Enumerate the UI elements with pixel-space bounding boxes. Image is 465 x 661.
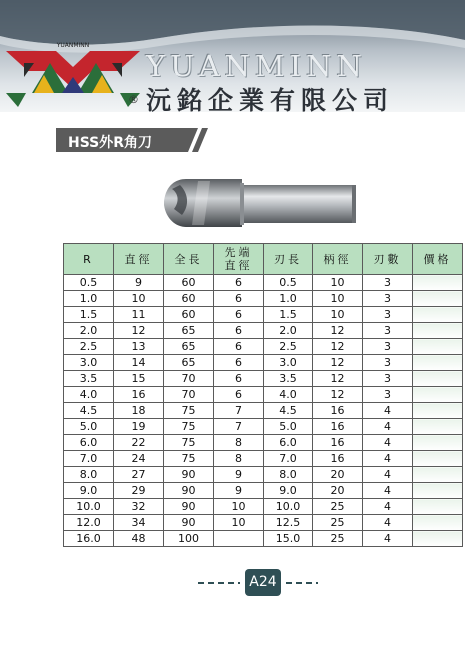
cell-flutes: 3 bbox=[363, 275, 413, 291]
table-row bbox=[64, 451, 463, 467]
cell-blade-length: 4.0 bbox=[264, 387, 313, 403]
cell-r: 2.0 bbox=[64, 323, 114, 339]
cell-r: 10.0 bbox=[64, 499, 114, 515]
cell-flutes: 3 bbox=[363, 323, 413, 339]
table-row bbox=[64, 419, 463, 435]
cell-diameter: 11 bbox=[114, 307, 164, 323]
cell-price bbox=[413, 499, 463, 515]
cell-price bbox=[413, 275, 463, 291]
table-row bbox=[64, 371, 463, 387]
table-row bbox=[64, 355, 463, 371]
header-overall-length: 全長 bbox=[164, 244, 214, 275]
cell-r: 7.0 bbox=[64, 451, 114, 467]
table-row bbox=[64, 291, 463, 307]
cell-diameter: 14 bbox=[114, 355, 164, 371]
cell-tip-diameter: 9 bbox=[214, 483, 264, 499]
cell-overall-length: 60 bbox=[164, 291, 214, 307]
cell-blade-length: 0.5 bbox=[264, 275, 313, 291]
cell-shank-diameter: 25 bbox=[313, 515, 363, 531]
cell-diameter: 18 bbox=[114, 403, 164, 419]
header-blade-length: 刃長 bbox=[264, 244, 313, 275]
cell-tip-diameter: 6 bbox=[214, 275, 264, 291]
cell-overall-length: 75 bbox=[164, 403, 214, 419]
cell-shank-diameter: 25 bbox=[313, 499, 363, 515]
company-logo bbox=[4, 33, 142, 109]
cell-price bbox=[413, 435, 463, 451]
cell-overall-length: 100 bbox=[164, 531, 214, 547]
cell-flutes: 4 bbox=[363, 451, 413, 467]
cell-diameter: 29 bbox=[114, 483, 164, 499]
cell-blade-length: 4.5 bbox=[264, 403, 313, 419]
cell-r: 3.5 bbox=[64, 371, 114, 387]
header-diameter: 直徑 bbox=[114, 244, 164, 275]
cell-price bbox=[413, 467, 463, 483]
cell-overall-length: 90 bbox=[164, 515, 214, 531]
cell-overall-length: 90 bbox=[164, 499, 214, 515]
cell-flutes: 3 bbox=[363, 339, 413, 355]
cell-price bbox=[413, 307, 463, 323]
cell-shank-diameter: 16 bbox=[313, 451, 363, 467]
cell-tip-diameter: 9 bbox=[214, 467, 264, 483]
cell-overall-length: 70 bbox=[164, 387, 214, 403]
footer-band bbox=[0, 566, 465, 606]
cell-price bbox=[413, 291, 463, 307]
cell-price bbox=[413, 419, 463, 435]
cell-flutes: 4 bbox=[363, 531, 413, 547]
section-title: HSS外R角刀 bbox=[68, 135, 153, 151]
table-row bbox=[64, 403, 463, 419]
table-body bbox=[64, 275, 463, 547]
cell-r: 3.0 bbox=[64, 355, 114, 371]
cell-overall-length: 90 bbox=[164, 467, 214, 483]
cell-price bbox=[413, 323, 463, 339]
cell-diameter: 32 bbox=[114, 499, 164, 515]
cell-diameter: 9 bbox=[114, 275, 164, 291]
cell-r: 16.0 bbox=[64, 531, 114, 547]
cell-blade-length: 2.0 bbox=[264, 323, 313, 339]
cell-blade-length: 2.5 bbox=[264, 339, 313, 355]
cell-flutes: 4 bbox=[363, 467, 413, 483]
cell-blade-length: 12.5 bbox=[264, 515, 313, 531]
cell-overall-length: 75 bbox=[164, 419, 214, 435]
table-row bbox=[64, 531, 463, 547]
cell-blade-length: 6.0 bbox=[264, 435, 313, 451]
corner-rounding-cutter-image bbox=[158, 175, 358, 231]
brand-name-en: YUANMINN bbox=[146, 49, 367, 83]
cell-flutes: 4 bbox=[363, 499, 413, 515]
cell-overall-length: 70 bbox=[164, 371, 214, 387]
cell-tip-diameter: 6 bbox=[214, 323, 264, 339]
cell-price bbox=[413, 451, 463, 467]
cell-shank-diameter: 12 bbox=[313, 371, 363, 387]
cell-flutes: 3 bbox=[363, 291, 413, 307]
cell-tip-diameter: 6 bbox=[214, 387, 264, 403]
cell-overall-length: 65 bbox=[164, 323, 214, 339]
cell-r: 1.5 bbox=[64, 307, 114, 323]
cell-flutes: 3 bbox=[363, 355, 413, 371]
cell-overall-length: 65 bbox=[164, 355, 214, 371]
cell-shank-diameter: 12 bbox=[313, 339, 363, 355]
cell-tip-diameter: 6 bbox=[214, 355, 264, 371]
cell-overall-length: 90 bbox=[164, 483, 214, 499]
cell-tip-diameter: 6 bbox=[214, 291, 264, 307]
cell-diameter: 22 bbox=[114, 435, 164, 451]
cell-shank-diameter: 12 bbox=[313, 323, 363, 339]
header-flutes: 刃數 bbox=[363, 244, 413, 275]
cell-overall-length: 75 bbox=[164, 451, 214, 467]
cell-shank-diameter: 16 bbox=[313, 403, 363, 419]
cell-tip-diameter: 6 bbox=[214, 371, 264, 387]
cell-flutes: 4 bbox=[363, 435, 413, 451]
cell-overall-length: 60 bbox=[164, 275, 214, 291]
table-row bbox=[64, 307, 463, 323]
cell-shank-diameter: 10 bbox=[313, 291, 363, 307]
cell-r: 6.0 bbox=[64, 435, 114, 451]
cell-overall-length: 60 bbox=[164, 307, 214, 323]
cell-r: 9.0 bbox=[64, 483, 114, 499]
cell-blade-length: 3.5 bbox=[264, 371, 313, 387]
cell-tip-diameter: 8 bbox=[214, 435, 264, 451]
cell-blade-length: 8.0 bbox=[264, 467, 313, 483]
cell-diameter: 12 bbox=[114, 323, 164, 339]
cell-r: 12.0 bbox=[64, 515, 114, 531]
registered-mark: ® bbox=[128, 93, 139, 106]
table-row bbox=[64, 499, 463, 515]
cell-blade-length: 9.0 bbox=[264, 483, 313, 499]
cell-tip-diameter: 7 bbox=[214, 419, 264, 435]
cell-r: 0.5 bbox=[64, 275, 114, 291]
cell-shank-diameter: 25 bbox=[313, 531, 363, 547]
cell-blade-length: 5.0 bbox=[264, 419, 313, 435]
table-header-row bbox=[64, 244, 463, 275]
cell-tip-diameter: 10 bbox=[214, 499, 264, 515]
cell-diameter: 13 bbox=[114, 339, 164, 355]
cell-tip-diameter bbox=[214, 531, 264, 547]
cell-price bbox=[413, 531, 463, 547]
header-price: 價格 bbox=[413, 244, 463, 275]
header-tip-diameter-line2: 直徑 bbox=[224, 259, 253, 272]
cell-tip-diameter: 7 bbox=[214, 403, 264, 419]
table-row bbox=[64, 435, 463, 451]
cell-price bbox=[413, 355, 463, 371]
cell-flutes: 3 bbox=[363, 307, 413, 323]
cell-tip-diameter: 6 bbox=[214, 307, 264, 323]
cell-shank-diameter: 16 bbox=[313, 435, 363, 451]
table-row bbox=[64, 387, 463, 403]
cell-r: 5.0 bbox=[64, 419, 114, 435]
cell-blade-length: 15.0 bbox=[264, 531, 313, 547]
cell-flutes: 4 bbox=[363, 403, 413, 419]
specification-table bbox=[63, 243, 463, 547]
cell-diameter: 34 bbox=[114, 515, 164, 531]
cell-blade-length: 3.0 bbox=[264, 355, 313, 371]
cell-price bbox=[413, 403, 463, 419]
cell-r: 4.5 bbox=[64, 403, 114, 419]
table-row bbox=[64, 467, 463, 483]
cell-diameter: 19 bbox=[114, 419, 164, 435]
brand-name-cn: 沅銘企業有限公司 bbox=[146, 86, 395, 115]
cell-diameter: 16 bbox=[114, 387, 164, 403]
header-tip-diameter bbox=[214, 244, 264, 275]
logo-text: YUANMINN bbox=[56, 42, 90, 49]
cell-price bbox=[413, 515, 463, 531]
cell-diameter: 24 bbox=[114, 451, 164, 467]
cell-blade-length: 1.0 bbox=[264, 291, 313, 307]
cell-blade-length: 7.0 bbox=[264, 451, 313, 467]
table-row bbox=[64, 339, 463, 355]
cell-flutes: 3 bbox=[363, 387, 413, 403]
cell-tip-diameter: 8 bbox=[214, 451, 264, 467]
table-row bbox=[64, 515, 463, 531]
cell-price bbox=[413, 387, 463, 403]
header-banner bbox=[0, 0, 465, 115]
table-row bbox=[64, 275, 463, 291]
cell-flutes: 4 bbox=[363, 515, 413, 531]
cell-r: 4.0 bbox=[64, 387, 114, 403]
cell-shank-diameter: 20 bbox=[313, 483, 363, 499]
cell-price bbox=[413, 339, 463, 355]
cell-price bbox=[413, 483, 463, 499]
cell-tip-diameter: 10 bbox=[214, 515, 264, 531]
cell-shank-diameter: 10 bbox=[313, 307, 363, 323]
cell-blade-length: 1.5 bbox=[264, 307, 313, 323]
cell-diameter: 10 bbox=[114, 291, 164, 307]
cell-shank-diameter: 12 bbox=[313, 355, 363, 371]
cell-flutes: 4 bbox=[363, 483, 413, 499]
cell-diameter: 27 bbox=[114, 467, 164, 483]
cell-price bbox=[413, 371, 463, 387]
header-r: R bbox=[64, 244, 114, 275]
cell-tip-diameter: 6 bbox=[214, 339, 264, 355]
cell-r: 2.5 bbox=[64, 339, 114, 355]
page-number-badge: A24 bbox=[245, 569, 281, 596]
cell-flutes: 3 bbox=[363, 371, 413, 387]
header-shank-diameter: 柄徑 bbox=[313, 244, 363, 275]
table-row bbox=[64, 483, 463, 499]
cell-overall-length: 65 bbox=[164, 339, 214, 355]
table-row bbox=[64, 323, 463, 339]
cell-shank-diameter: 12 bbox=[313, 387, 363, 403]
cell-diameter: 48 bbox=[114, 531, 164, 547]
cell-shank-diameter: 16 bbox=[313, 419, 363, 435]
cell-shank-diameter: 10 bbox=[313, 275, 363, 291]
cell-shank-diameter: 20 bbox=[313, 467, 363, 483]
cell-r: 8.0 bbox=[64, 467, 114, 483]
header-tip-diameter-line1: 先端 bbox=[224, 246, 253, 259]
cell-r: 1.0 bbox=[64, 291, 114, 307]
cell-flutes: 4 bbox=[363, 419, 413, 435]
cell-diameter: 15 bbox=[114, 371, 164, 387]
cell-overall-length: 75 bbox=[164, 435, 214, 451]
cell-blade-length: 10.0 bbox=[264, 499, 313, 515]
